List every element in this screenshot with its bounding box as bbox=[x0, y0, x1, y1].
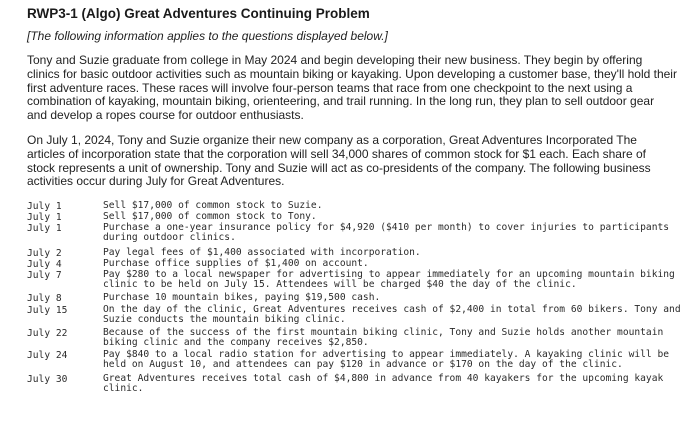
transaction-description: Pay legal fees of $1,400 associated with incorporation. bbox=[103, 247, 421, 258]
transaction-date: July 7 bbox=[27, 270, 62, 281]
problem-title: RWP3-1 (Algo) Great Adventures Continuing Problem bbox=[27, 6, 370, 21]
transaction-date: July 8 bbox=[27, 293, 62, 304]
transaction-date: July 2 bbox=[27, 248, 62, 259]
transaction-description: Purchase a one-year insurance policy for $4,920 ($410 per month) to cover injuries to participants during outdoor clinics. bbox=[103, 222, 670, 244]
transaction-date: July 24 bbox=[27, 350, 68, 361]
transaction-date: July 15 bbox=[27, 305, 68, 316]
transaction-date: July 30 bbox=[27, 374, 68, 385]
intro-paragraph: Tony and Suzie graduate from college in May 2024 and begin developing their new business. They begin by offering clinics for basic outdoor activities such as mountain biking or kayaking. Upon developing a customer base, they'll hold their first adventure races. These races will involve four-person teams that race from one checkpoint to the next using a combination of kayaking, mountain biking, orienteering, and trail running. In the long run, they plan to sell outdoor gear and develop a ropes course for outdoor enthusiasts. bbox=[27, 53, 677, 123]
transaction-description: Pay $280 to a local newspaper for advertising to appear immediately for an upcoming mountain biking clinic to be held on July 15. Attendees will be charged $40 the day of the clinic. bbox=[103, 269, 675, 291]
transaction-description: Pay $840 to a local radio station for advertising to appear immediately. A kayaking clinic will be held on August 10, and attendees can pay $120 in advance or $170 on the day of the clinic. bbox=[103, 349, 670, 371]
transaction-date: July 4 bbox=[27, 259, 62, 270]
transaction-date: July 22 bbox=[27, 328, 68, 339]
organization-paragraph: On July 1, 2024, Tony and Suzie organize their new company as a corporation, Great Adventures Incorporated The articles of incorporation state that the corporation will sell 34,000 shares of common stock for $1 each. Each share of stock represents a unit of ownership. Tony and Suzie will act as co-presidents of the company. The following business activities occur during July for Great Adventures. bbox=[27, 133, 651, 189]
transaction-date: July 1 bbox=[27, 212, 62, 223]
transaction-description: Sell $17,000 of common stock to Suzie. bbox=[103, 200, 323, 211]
transaction-description: Sell $17,000 of common stock to Tony. bbox=[103, 211, 317, 222]
transaction-description: Because of the success of the first mountain biking clinic, Tony and Suzie holds another mountain biking clinic and the company receives $2,850. bbox=[103, 327, 664, 349]
transaction-description: On the day of the clinic, Great Adventures receives cash of $2,400 in total from 60 bikers. Tony and Suzie conducts the mountain biking clinic. bbox=[103, 304, 681, 326]
transaction-description: Purchase 10 mountain bikes, paying $19,500 cash. bbox=[103, 292, 381, 303]
transaction-description: Purchase office supplies of $1,400 on account. bbox=[103, 258, 369, 269]
transaction-date: July 1 bbox=[27, 223, 62, 234]
transaction-date: July 1 bbox=[27, 201, 62, 212]
transaction-description: Great Adventures receives total cash of $4,800 in advance from 40 kayakers for the upcoming kayak clinic. bbox=[103, 373, 664, 395]
instruction-note: [The following information applies to the questions displayed below.] bbox=[27, 29, 388, 43]
